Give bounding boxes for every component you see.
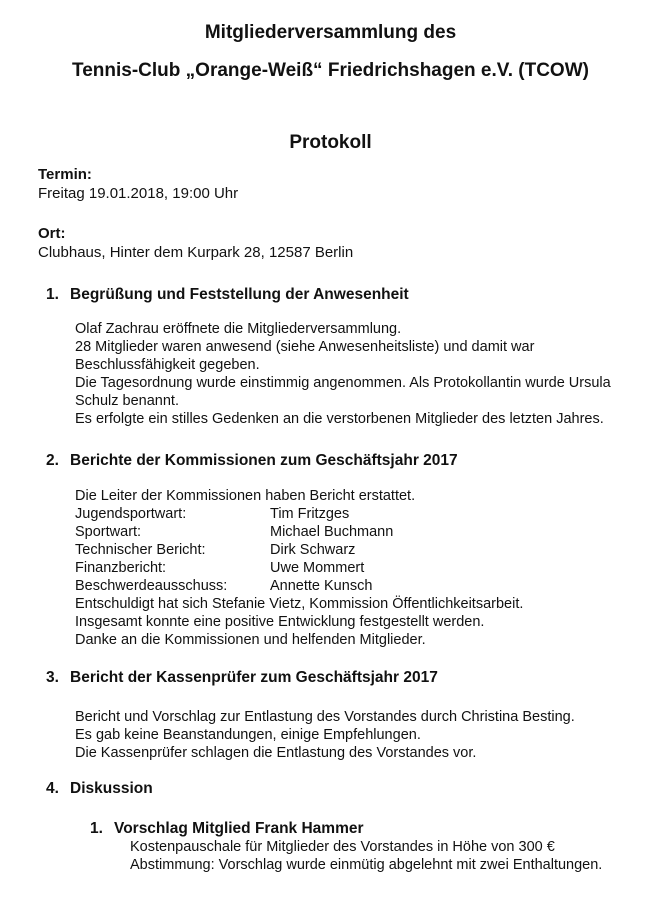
section-title: Diskussion <box>70 780 153 797</box>
subsection-body <box>130 838 602 874</box>
section-number: 2. <box>46 452 59 469</box>
body-line: Beschlussfähigkeit gegeben. <box>75 357 260 373</box>
body-line: Entschuldigt hat sich Stefanie Vietz, Kommission Öffentlichkeitsarbeit. <box>75 596 524 612</box>
report-row <box>75 541 523 559</box>
body-line: Abstimmung: Vorschlag wurde einmütig abgelehnt mit zwei Enthaltungen. <box>130 857 603 873</box>
section-number: 1. <box>46 286 59 303</box>
section-3-heading <box>38 669 438 687</box>
section-title: Bericht der Kassenprüfer zum Geschäftsjahr 2017 <box>70 669 438 686</box>
body-line: 28 Mitglieder waren anwesend (siehe Anwesenheitsliste) und damit war <box>75 339 535 355</box>
report-person: Tim Fritzges <box>270 506 350 522</box>
body-line: Olaf Zachrau eröffnete die Mitgliederversammlung. <box>75 321 402 337</box>
body-line: Insgesamt konnte eine positive Entwicklung festgestellt werden. <box>75 614 485 630</box>
section-title: Berichte der Kommissionen zum Geschäftsjahr 2017 <box>70 452 458 469</box>
section-number: 4. <box>46 780 59 797</box>
body-line: Kostenpauschale für Mitglieder des Vorstandes in Höhe von 300 € <box>130 839 555 855</box>
document-title-line1: Mitgliederversammlung des <box>204 22 457 43</box>
report-person: Annette Kunsch <box>270 578 373 594</box>
termin-value: Freitag 19.01.2018, 19:00 Uhr <box>38 185 239 202</box>
section-title: Begrüßung und Feststellung der Anwesenheit <box>70 286 409 303</box>
report-person: Uwe Mommert <box>270 560 365 576</box>
section-2-heading <box>38 452 458 470</box>
body-line: Die Kassenprüfer schlagen die Entlastung des Vorstandes vor. <box>75 745 477 761</box>
report-role: Beschwerdeausschuss: <box>75 578 228 594</box>
report-role: Technischer Bericht: <box>75 542 206 558</box>
protocol-heading: Protokoll <box>289 132 372 153</box>
body-line: Bericht und Vorschlag zur Entlastung des Vorstandes durch Christina Besting. <box>75 709 575 725</box>
subsection-heading <box>90 820 364 838</box>
document-title-line2: Tennis-Club „Orange-Weiß“ Friedrichshagen e.V. (TCOW) <box>72 60 589 81</box>
subsection-title: Vorschlag Mitglied Frank Hammer <box>114 820 364 837</box>
report-row <box>75 523 523 541</box>
ort-value: Clubhaus, Hinter dem Kurpark 28, 12587 Berlin <box>38 244 354 261</box>
section-number: 3. <box>46 669 59 686</box>
section-2-body <box>75 487 523 649</box>
section-4-heading <box>38 780 153 798</box>
section-1-heading <box>38 286 409 304</box>
ort-label: Ort: <box>38 225 66 242</box>
report-role: Jugendsportwart: <box>75 506 187 522</box>
body-line: Es gab keine Beanstandungen, einige Empfehlungen. <box>75 727 421 743</box>
body-line: Die Leiter der Kommissionen haben Bericht erstattet. <box>75 488 416 504</box>
report-row <box>75 505 523 523</box>
body-line: Die Tagesordnung wurde einstimmig angenommen. Als Protokollantin wurde Ursula <box>75 375 611 391</box>
body-line: Danke an die Kommissionen und helfenden Mitglieder. <box>75 632 426 648</box>
section-3-body <box>75 708 575 762</box>
subsection-number: 1. <box>90 820 103 837</box>
report-row <box>75 577 523 595</box>
section-1-body <box>75 320 611 428</box>
report-person: Michael Buchmann <box>270 524 394 540</box>
report-person: Dirk Schwarz <box>270 542 356 558</box>
report-role: Sportwart: <box>75 524 142 540</box>
report-role: Finanzbericht: <box>75 560 167 576</box>
report-row <box>75 559 523 577</box>
termin-label: Termin: <box>38 166 92 183</box>
body-line: Es erfolgte ein stilles Gedenken an die verstorbenen Mitglieder des letzten Jahres. <box>75 411 604 427</box>
body-line: Schulz benannt. <box>75 393 179 409</box>
